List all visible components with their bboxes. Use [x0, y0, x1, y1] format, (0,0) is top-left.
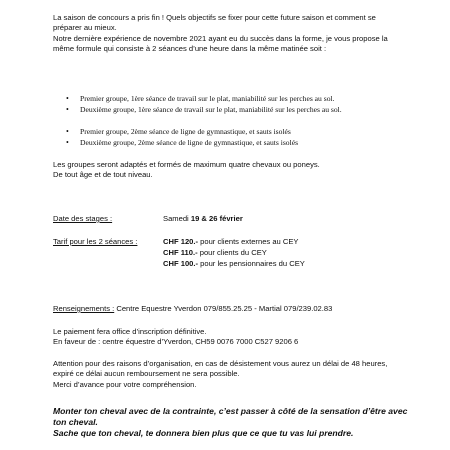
tarif-desc: pour les pensionnaires du CEY [198, 259, 305, 268]
tarif-desc: pour clients externes au CEY [198, 237, 299, 246]
attention-text: Attention pour des raisons d’organisation, en cas de désistement vous aurez un délai de 48 heures, expiré ce délai aucun remboursement ne sera possible. [53, 359, 388, 379]
session-2-list [66, 127, 298, 148]
tarif-row [163, 237, 299, 247]
tarif-price: CHF 100.- [163, 259, 199, 268]
tarif-label: Tarif pour les 2 séances : [53, 237, 138, 246]
attention-paragraph [53, 359, 398, 390]
payment-line-2: En faveur de : centre équestre d’Yverdon, CH59 0076 7000 C527 9206 6 [53, 337, 299, 347]
groups-line-1: Les groupes seront adaptés et formés de maximum quatre chevaux ou poneys. [53, 160, 320, 169]
session-1-list [66, 94, 342, 115]
tarif-row [163, 248, 267, 258]
quote-line-1: Monter ton cheval avec de la contrainte, c’est passer à côté de la sensation d’être avec ton cheval. [53, 406, 408, 428]
dates-label: Date des stages : [53, 214, 113, 223]
list-item: • Deuxième groupe, 2ème séance de ligne de gymnastique, et sauts isolés [66, 138, 298, 149]
quote-line-2: Sache que ton cheval, te donnera bien plus que ce que tu vas lui prendre. [53, 428, 354, 439]
dates-prefix: Samedi [163, 214, 191, 223]
renseignements-text: Centre Equestre Yverdon 079/855.25.25 - Martial 079/239.02.83 [114, 304, 333, 313]
groups-line-2: De tout âge et de tout niveau. [53, 170, 153, 180]
tarif-price: CHF 110.- [163, 248, 198, 257]
tarif-price: CHF 120.- [163, 237, 199, 246]
list-item: • Deuxième groupe, 1ère séance de travail sur le plat, maniabilité sur les perches au sol. [66, 105, 342, 116]
closing-quote [53, 406, 413, 440]
intro-line-2: Notre dernière expérience de novembre 2021 ayant eu du succès dans la forme, je vous propose la même formule qui consiste à 2 séances d’une heure dans la même matinée soit : [53, 33, 388, 54]
groups-paragraph [53, 160, 398, 181]
renseignements-line [53, 304, 398, 314]
payment-line-1: Le paiement fera office d’inscription définitive. [53, 327, 207, 336]
tarif-desc: pour clients du CEY [197, 248, 267, 257]
intro-line-1: La saison de concours a pris fin ! Quels objectifs se fixer pour cette future saison et comment se préparer au mieux. [53, 13, 376, 33]
tarif-row [163, 259, 305, 269]
payment-paragraph [53, 327, 398, 348]
renseignements-label: Renseignements : [53, 304, 115, 313]
attention-thanks: Merci d’avance pour votre compréhension. [53, 379, 197, 389]
dates-days: 19 & 26 février [190, 214, 243, 223]
list-item: • Premier groupe, 1ère séance de travail sur le plat, maniabilité sur les perches au sol. [66, 94, 342, 105]
dates-value [163, 214, 243, 224]
list-item: • Premier groupe, 2ème séance de ligne de gymnastique, et sauts isolés [66, 127, 298, 138]
intro-paragraph [53, 13, 398, 55]
